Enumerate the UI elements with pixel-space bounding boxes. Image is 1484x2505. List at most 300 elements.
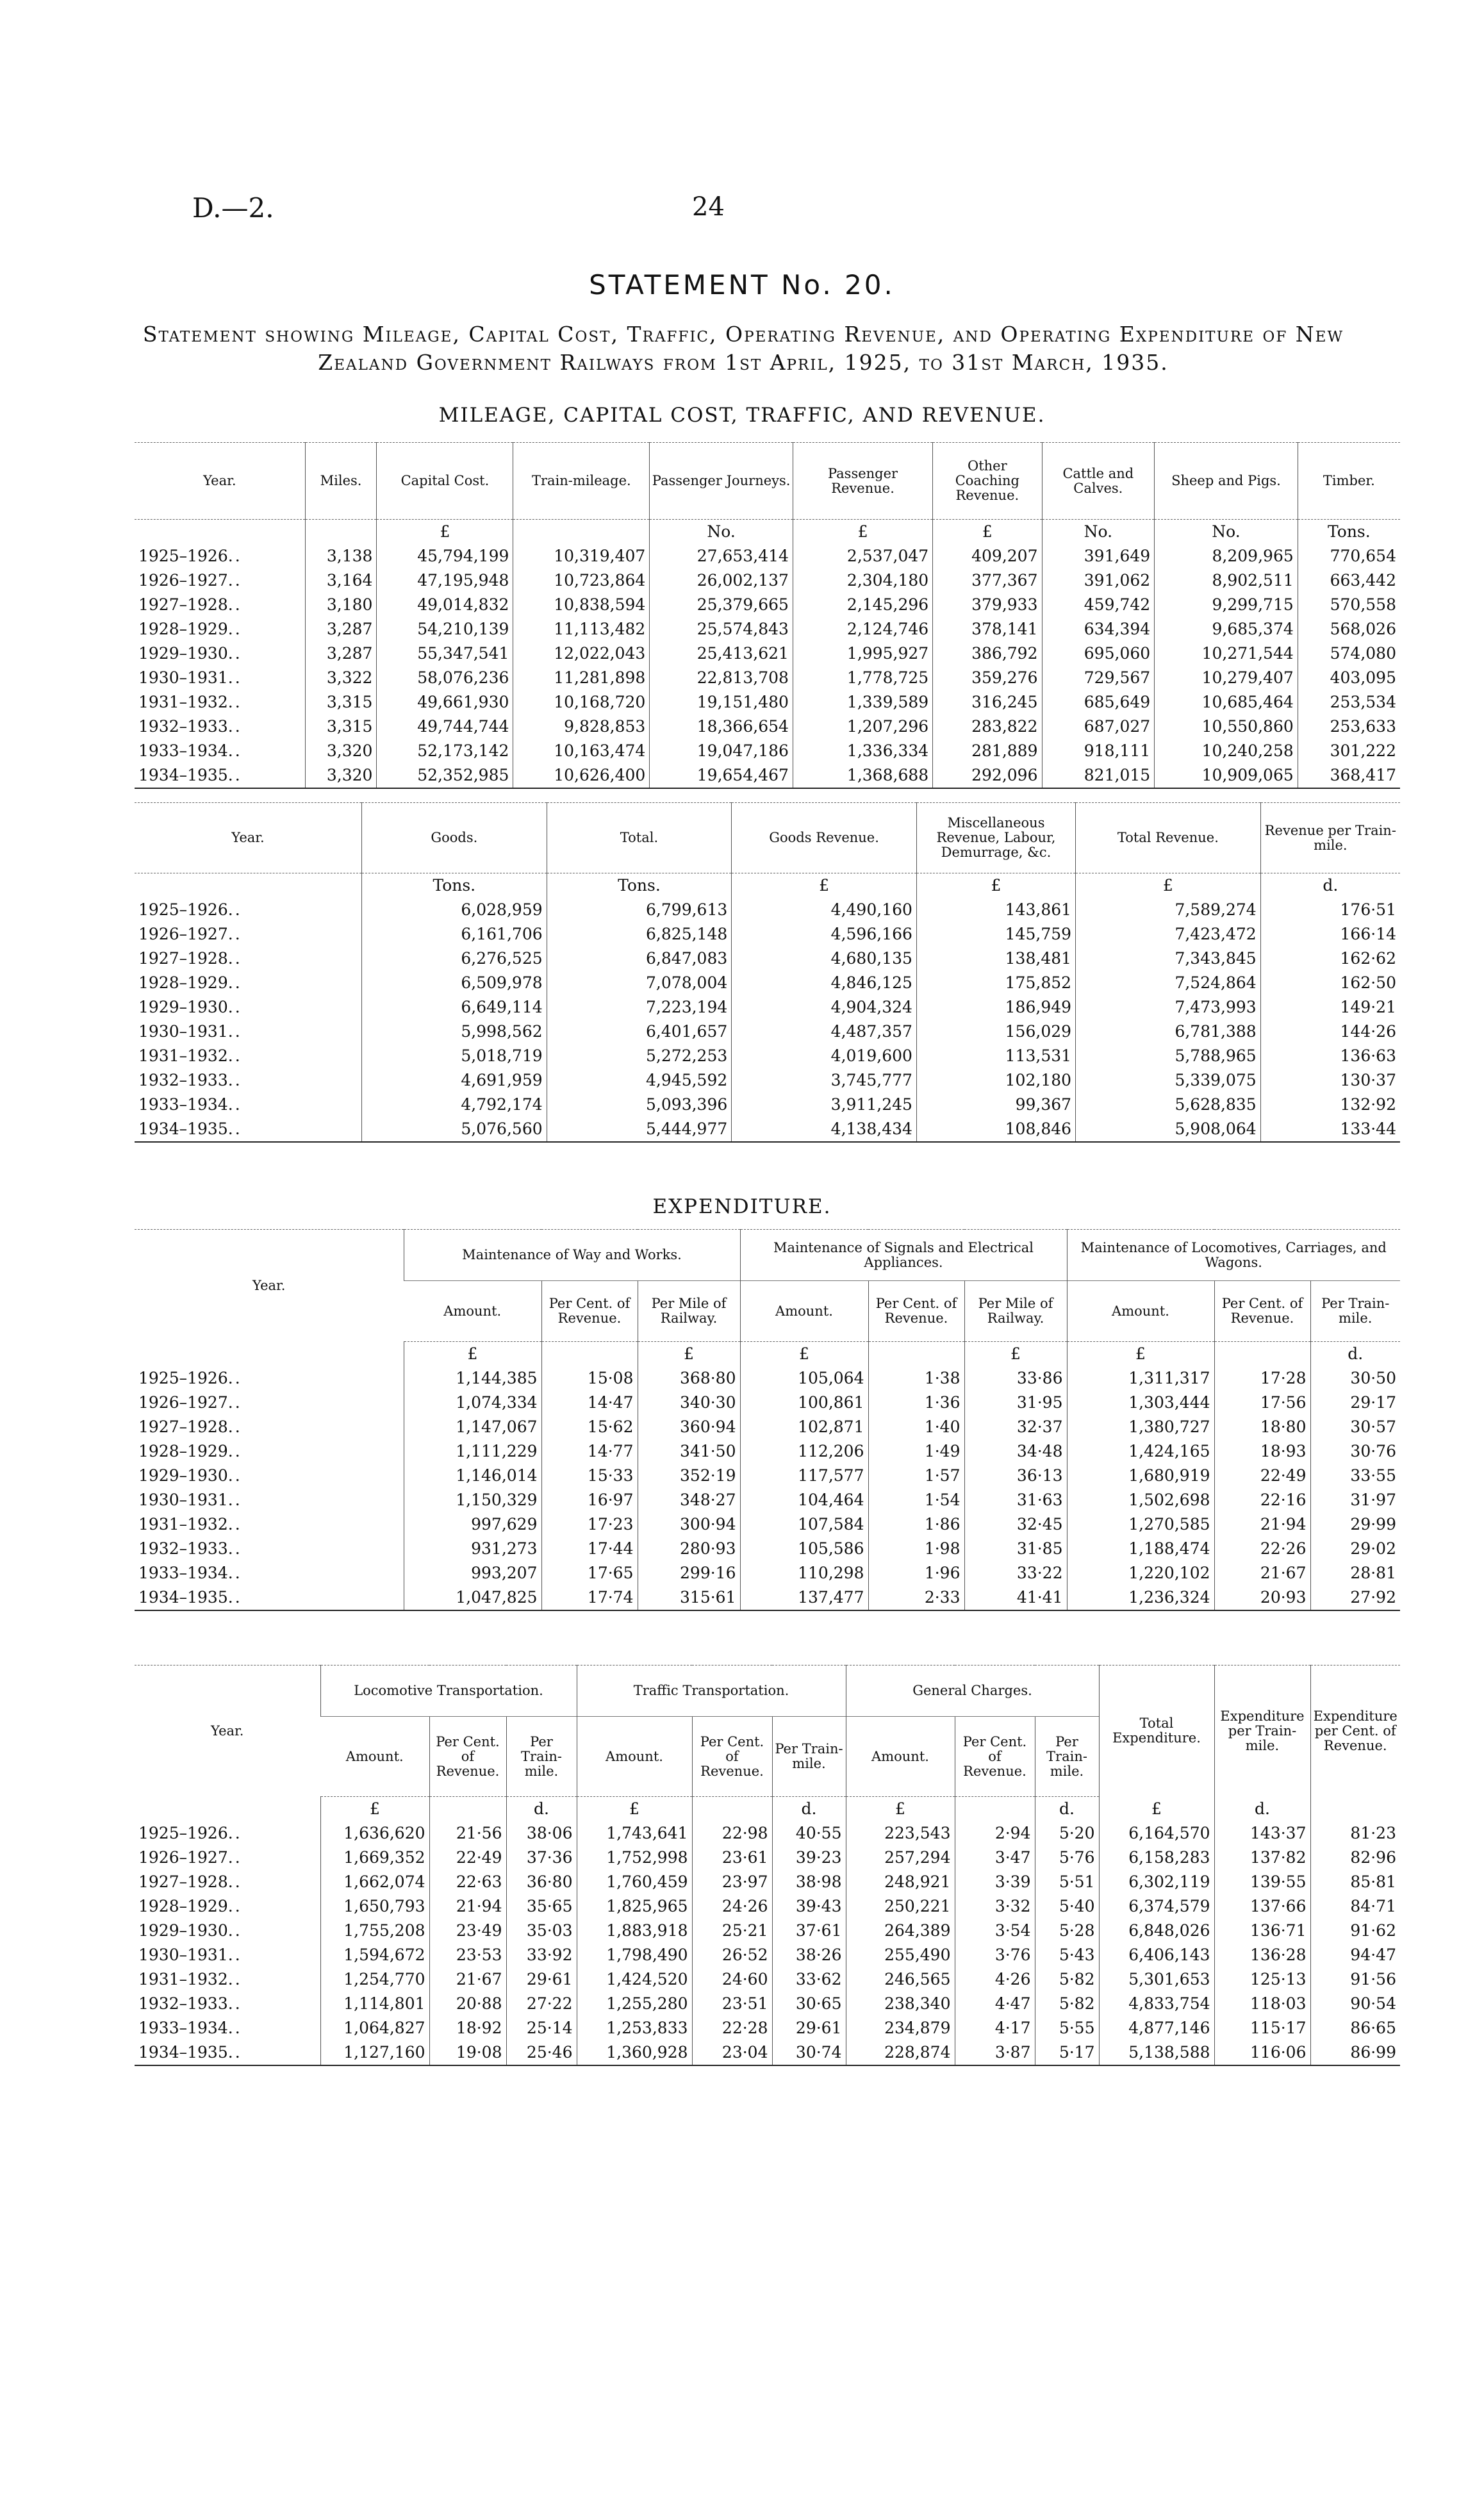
data-cell: 23·97 [721, 1873, 768, 1891]
unit-cell [1155, 520, 1298, 545]
data-cell: 14·47 [587, 1393, 634, 1412]
data-cell: 1,360,928 [606, 2043, 688, 2062]
year-gap-cell [135, 873, 361, 898]
data-cell: 1,680,919 [1128, 1466, 1210, 1485]
data-cell: 1,336,334 [846, 741, 929, 760]
data-cell: 5·43 [1059, 1946, 1095, 1964]
data-cell: 23·49 [456, 1921, 502, 1940]
data-cell: 10,271,544 [1201, 644, 1294, 663]
unit-cell [650, 520, 793, 545]
column-header: Goods. [361, 803, 547, 873]
data-cell: 1,254,770 [343, 1970, 425, 1988]
data-cell: 137·82 [1250, 1848, 1307, 1867]
year-label: 1934–1935 [138, 1120, 228, 1138]
data-cell: 4,691,959 [461, 1071, 543, 1089]
data-column [846, 1821, 955, 2065]
data-cell: 143,861 [1005, 900, 1072, 919]
leader-dots: .. [227, 1994, 242, 2013]
data-column [692, 1821, 772, 2065]
maintenance-expenditure-table [135, 1229, 1400, 1611]
unit-label [873, 1342, 960, 1366]
mileage-revenue-table [135, 442, 1400, 789]
column-header: Total Revenue. [1076, 803, 1261, 873]
unit-label [959, 1797, 1031, 1821]
unit-cell [1076, 873, 1261, 898]
unit-label: £ [440, 522, 450, 541]
data-cell: 4·17 [994, 2019, 1031, 2037]
column-header: Amount. [1067, 1281, 1214, 1342]
data-cell: 132·92 [1340, 1095, 1396, 1114]
data-cell: 1,636,620 [343, 1824, 425, 1842]
column-header: Per Cent. of Revenue. [1214, 1281, 1310, 1342]
data-cell: 14·77 [587, 1442, 634, 1460]
data-cell: 105,586 [798, 1539, 864, 1558]
document-code: D.—2. [192, 192, 274, 224]
data-column [772, 1821, 846, 2065]
unit-label: No. [1084, 522, 1113, 541]
data-cell: 22·98 [721, 1824, 768, 1842]
data-cell: 5·82 [1059, 1970, 1095, 1988]
unit-cell [541, 1342, 638, 1367]
year-column [135, 1821, 320, 2065]
data-cell: 5,444,977 [646, 1120, 728, 1138]
unit-cell [1214, 1797, 1310, 1822]
data-cell: 5,272,253 [646, 1046, 728, 1065]
year-entry [138, 641, 301, 666]
unit-cell [513, 520, 650, 545]
data-cell: 136·28 [1250, 1946, 1307, 1964]
data-cell: 130·37 [1340, 1071, 1396, 1089]
year-entry [138, 1044, 358, 1068]
data-cell: 22·28 [721, 2019, 768, 2037]
data-cell: 27·22 [526, 1994, 573, 2013]
unit-cell [772, 1797, 846, 1822]
data-cell: 6,164,570 [1128, 1824, 1210, 1842]
year-entry [138, 1415, 400, 1439]
column-header: Total Expenditure. [1099, 1666, 1214, 1797]
data-cell: 21·67 [1260, 1564, 1307, 1582]
unit-cell [429, 1797, 506, 1822]
statement-title: Statement showing Mileage, Capital Cost, Traffic, Operating Revenue, and Operating Expenditure of New Zealand Government Railways from 1st April, 1925, to 31st March, 1935. [142, 322, 1344, 375]
data-cell: 248,921 [884, 1873, 951, 1891]
expenditure-section-title: EXPENDITURE. [652, 1195, 832, 1218]
data-cell: 316,245 [971, 693, 1038, 711]
data-cell: 24·60 [721, 1970, 768, 1988]
data-cell: 5,998,562 [461, 1022, 543, 1041]
leader-dots: .. [227, 973, 242, 992]
data-cell: 58,076,236 [417, 668, 509, 687]
data-cell: 1·36 [924, 1393, 960, 1412]
data-cell: 3,315 [326, 693, 373, 711]
year-entry [138, 568, 301, 593]
data-cell: 125·13 [1250, 1970, 1307, 1988]
column-header: Miscellaneous Revenue, Labour, Demurrage, &c. [916, 803, 1075, 873]
data-cell: 156,029 [1005, 1022, 1072, 1041]
data-cell: 6,649,114 [461, 998, 543, 1016]
unit-label: d. [1348, 1344, 1364, 1363]
data-cell: 3,287 [326, 620, 373, 638]
data-cell: 33·22 [1016, 1564, 1063, 1582]
transportation-expenditure-table [135, 1665, 1400, 2066]
unit-label [434, 1797, 502, 1821]
data-cell: 29·99 [1350, 1515, 1396, 1534]
unit-label: Tons. [1328, 522, 1371, 541]
data-cell: 25·46 [526, 2043, 573, 2062]
leader-dots: .. [227, 1393, 242, 1412]
data-cell: 3·76 [994, 1946, 1031, 1964]
leader-dots: .. [227, 571, 242, 590]
data-cell: 1,150,329 [456, 1491, 538, 1509]
data-cell: 3·32 [994, 1897, 1031, 1915]
unit-cell [638, 1342, 740, 1367]
data-cell: 403,095 [1330, 668, 1396, 687]
data-cell: 5·51 [1059, 1873, 1095, 1891]
year-entry [138, 995, 358, 1020]
data-cell: 1,424,520 [606, 1970, 688, 1988]
data-cell: 31·85 [1016, 1539, 1063, 1558]
data-cell: 26,002,137 [697, 571, 789, 590]
data-cell: 5,301,653 [1128, 1970, 1210, 1988]
data-cell: 570,558 [1330, 595, 1396, 614]
data-cell: 634,394 [1084, 620, 1151, 638]
data-column [429, 1821, 506, 2065]
data-cell: 4,945,592 [646, 1071, 728, 1089]
year-entry [138, 2016, 317, 2040]
unit-cell [1310, 1797, 1400, 1822]
year-label: 1932–1933 [138, 1071, 228, 1089]
data-cell: 6,848,026 [1128, 1921, 1210, 1940]
data-cell: 2,124,746 [846, 620, 929, 638]
year-label: 1934–1935 [138, 1588, 228, 1607]
unit-label: £ [895, 1799, 905, 1818]
data-cell: 52,173,142 [417, 741, 509, 760]
data-cell: 3·47 [994, 1848, 1031, 1867]
year-label: 1928–1929 [138, 1897, 228, 1915]
year-entry [138, 544, 301, 568]
column-header: Expenditure per Cent. of Revenue. [1310, 1666, 1400, 1797]
year-entry [138, 1561, 400, 1585]
data-cell: 133·44 [1340, 1120, 1396, 1138]
leader-dots: .. [227, 644, 242, 663]
data-column [1260, 898, 1400, 1142]
year-entry [138, 1870, 317, 1894]
data-cell: 25,574,843 [697, 620, 789, 638]
leader-dots: .. [227, 1442, 242, 1460]
year-entry [138, 1093, 358, 1117]
data-cell: 149·21 [1340, 998, 1396, 1016]
year-label: 1931–1932 [138, 1970, 228, 1988]
mileage-section-title: MILEAGE, CAPITAL COST, TRAFFIC, AND REVENUE. [438, 404, 1046, 427]
data-cell: 1·40 [924, 1418, 960, 1436]
data-cell: 25·14 [526, 2019, 573, 2037]
data-column [547, 898, 732, 1142]
data-cell: 137·66 [1250, 1897, 1307, 1915]
data-cell: 1·98 [924, 1539, 960, 1558]
data-cell: 1,255,280 [606, 1994, 688, 2013]
leader-dots: .. [227, 1848, 242, 1867]
data-cell: 729,567 [1084, 668, 1151, 687]
unit-cell [868, 1342, 964, 1367]
year-label: 1926–1927 [138, 1393, 228, 1412]
data-cell: 234,879 [884, 2019, 951, 2037]
data-cell: 38·06 [526, 1824, 573, 1842]
data-cell: 30·74 [795, 2043, 842, 2062]
column-header: Other Coaching Revenue. [933, 443, 1042, 520]
column-header: Amount. [846, 1717, 955, 1797]
data-cell: 175,852 [1005, 973, 1072, 992]
data-cell: 17·23 [587, 1515, 634, 1534]
data-cell: 5·28 [1059, 1921, 1095, 1940]
leader-dots: .. [227, 1824, 242, 1842]
data-column [541, 1366, 638, 1610]
data-cell: 102,180 [1005, 1071, 1072, 1089]
data-cell: 31·97 [1350, 1491, 1396, 1509]
data-cell: 8,209,965 [1212, 547, 1294, 565]
data-cell: 31·95 [1016, 1393, 1063, 1412]
column-header: Cattle and Calves. [1042, 443, 1155, 520]
data-column [377, 544, 513, 788]
data-cell: 4,904,324 [830, 998, 912, 1016]
data-cell: 1,743,641 [606, 1824, 688, 1842]
unit-label [309, 520, 373, 544]
data-cell: 4,490,160 [830, 900, 912, 919]
data-column [1298, 544, 1400, 788]
data-cell: 695,060 [1084, 644, 1151, 663]
data-cell: 1,253,833 [606, 2019, 688, 2037]
data-cell: 11,281,898 [554, 668, 646, 687]
group-header: Maintenance of Way and Works. [404, 1230, 740, 1281]
data-cell: 301,222 [1330, 741, 1396, 760]
year-label: 1930–1931 [138, 1491, 228, 1509]
data-cell: 22,813,708 [697, 668, 789, 687]
year-label: 1934–1935 [138, 2043, 228, 2062]
unit-cell [955, 1797, 1035, 1822]
data-cell: 91·56 [1350, 1970, 1396, 1988]
column-header: Per Train-mile. [1310, 1281, 1400, 1342]
data-cell: 91·62 [1350, 1921, 1396, 1940]
data-cell: 166·14 [1340, 925, 1396, 943]
group-header: Maintenance of Signals and Electrical Appliances. [740, 1230, 1067, 1281]
leader-dots: .. [227, 2019, 242, 2037]
leader-dots: .. [227, 1491, 242, 1509]
year-entry [138, 1117, 358, 1141]
data-cell: 136·63 [1340, 1046, 1396, 1065]
data-cell: 21·94 [456, 1897, 502, 1915]
column-header: Goods Revenue. [732, 803, 917, 873]
column-header: Per Cent. of Revenue. [692, 1717, 772, 1797]
year-entry [138, 971, 358, 995]
data-column [868, 1366, 964, 1610]
data-cell: 1·86 [924, 1515, 960, 1534]
unit-cell [964, 1342, 1067, 1367]
data-cell: 1,650,793 [343, 1897, 425, 1915]
data-cell: 255,490 [884, 1946, 951, 1964]
data-cell: 18·92 [456, 2019, 502, 2037]
data-cell: 1,752,998 [606, 1848, 688, 1867]
data-cell: 10,279,407 [1201, 668, 1294, 687]
data-cell: 1·38 [924, 1369, 960, 1387]
unit-cell [692, 1797, 772, 1822]
data-cell: 1,207,296 [846, 717, 929, 736]
data-cell: 17·65 [587, 1564, 634, 1582]
column-header: Timber. [1298, 443, 1400, 520]
data-cell: 84·71 [1350, 1897, 1396, 1915]
leader-dots: .. [227, 1515, 242, 1534]
data-cell: 6,847,083 [646, 949, 728, 968]
data-cell: 10,723,864 [554, 571, 646, 590]
data-cell: 821,015 [1084, 766, 1151, 784]
data-cell: 37·36 [526, 1848, 573, 1867]
data-cell: 15·62 [587, 1418, 634, 1436]
data-cell: 459,742 [1084, 595, 1151, 614]
data-cell: 10,838,594 [554, 595, 646, 614]
data-cell: 3,745,777 [830, 1071, 912, 1089]
data-cell: 17·28 [1260, 1369, 1307, 1387]
data-cell: 4,792,174 [461, 1095, 543, 1114]
data-cell: 55,347,541 [417, 644, 509, 663]
data-cell: 137,477 [798, 1588, 864, 1607]
column-header: Amount. [320, 1717, 429, 1797]
data-cell: 25·21 [721, 1921, 768, 1940]
data-cell: 1,502,698 [1128, 1491, 1210, 1509]
unit-label: d. [534, 1799, 549, 1818]
data-cell: 368·80 [680, 1369, 736, 1387]
leader-dots: .. [227, 998, 242, 1016]
data-cell: 21·94 [1260, 1515, 1307, 1534]
leader-dots: .. [227, 1369, 242, 1387]
leader-dots: .. [227, 1046, 242, 1065]
year-entry [138, 1585, 400, 1610]
data-cell: 379,933 [971, 595, 1038, 614]
data-cell: 1,798,490 [606, 1946, 688, 1964]
data-cell: 1,236,324 [1128, 1588, 1210, 1607]
data-cell: 102,871 [798, 1418, 864, 1436]
data-cell: 3·39 [994, 1873, 1031, 1891]
unit-label [697, 1797, 768, 1821]
unit-cell [1067, 1342, 1214, 1367]
leader-dots: .. [227, 1946, 242, 1964]
year-label: 1927–1928 [138, 1418, 228, 1436]
unit-label: £ [1151, 1799, 1162, 1818]
page-number: 24 [692, 192, 725, 222]
group-header: Traffic Transportation. [577, 1666, 846, 1717]
year-entry [138, 1020, 358, 1044]
data-cell: 6,509,978 [461, 973, 543, 992]
unit-cell [846, 1797, 955, 1822]
year-label: 1929–1930 [138, 998, 228, 1016]
data-cell: 22·16 [1260, 1491, 1307, 1509]
unit-cell [547, 873, 732, 898]
data-cell: 45,794,199 [417, 547, 509, 565]
unit-cell [377, 520, 513, 545]
data-cell: 139·55 [1250, 1873, 1307, 1891]
year-label: 1927–1928 [138, 1873, 228, 1891]
data-cell: 41·41 [1016, 1588, 1063, 1607]
year-label: 1933–1934 [138, 1095, 228, 1114]
data-cell: 1,074,334 [456, 1393, 538, 1412]
data-cell: 10,685,464 [1201, 693, 1294, 711]
unit-cell [1214, 1342, 1310, 1367]
data-cell: 110,298 [798, 1564, 864, 1582]
leader-dots: .. [227, 547, 242, 565]
year-column [135, 898, 361, 1142]
data-cell: 685,649 [1084, 693, 1151, 711]
data-cell: 1,755,208 [343, 1921, 425, 1940]
data-cell: 23·61 [721, 1848, 768, 1867]
leader-dots: .. [227, 1921, 242, 1940]
year-label: 1933–1934 [138, 741, 228, 760]
data-cell: 113,531 [1005, 1046, 1072, 1065]
data-cell: 36·80 [526, 1873, 573, 1891]
year-label: 1925–1926 [138, 1824, 228, 1842]
year-label: 1927–1928 [138, 595, 228, 614]
year-entry [138, 1439, 400, 1464]
data-cell: 3,322 [326, 668, 373, 687]
data-cell: 38·98 [795, 1873, 842, 1891]
column-header: Per Cent. of Revenue. [955, 1717, 1035, 1797]
leader-dots: .. [227, 1539, 242, 1558]
data-cell: 7,473,993 [1175, 998, 1257, 1016]
data-cell: 38·26 [795, 1946, 842, 1964]
data-cell: 27,653,414 [697, 547, 789, 565]
data-cell: 90·54 [1350, 1994, 1396, 2013]
data-cell: 280·93 [680, 1539, 736, 1558]
data-cell: 1,144,385 [456, 1369, 538, 1387]
data-cell: 5,908,064 [1175, 1120, 1257, 1138]
data-cell: 33·92 [526, 1946, 573, 1964]
column-header: Year. [135, 803, 361, 873]
unit-cell [1310, 1342, 1400, 1367]
data-cell: 5,138,588 [1128, 2043, 1210, 2062]
data-cell: 33·86 [1016, 1369, 1063, 1387]
data-cell: 22·63 [456, 1873, 502, 1891]
data-cell: 386,792 [971, 644, 1038, 663]
data-cell: 2,304,180 [846, 571, 929, 590]
data-cell: 6,799,613 [646, 900, 728, 919]
unit-cell [1099, 1797, 1214, 1822]
data-column [513, 544, 650, 788]
data-cell: 29·02 [1350, 1539, 1396, 1558]
unit-label: d. [1059, 1799, 1075, 1818]
data-cell: 116·06 [1250, 2043, 1307, 2062]
data-cell: 340·30 [680, 1393, 736, 1412]
data-cell: 1,303,444 [1128, 1393, 1210, 1412]
data-cell: 34·48 [1016, 1442, 1063, 1460]
data-column [404, 1366, 541, 1610]
leader-dots: .. [227, 1564, 242, 1582]
data-column [955, 1821, 1035, 2065]
unit-cell [506, 1797, 577, 1822]
data-cell: 1·49 [924, 1442, 960, 1460]
leader-dots: .. [227, 766, 242, 784]
year-entry [138, 593, 301, 617]
data-cell: 360·94 [680, 1418, 736, 1436]
data-cell: 36·13 [1016, 1466, 1063, 1485]
data-cell: 5·55 [1059, 2019, 1095, 2037]
data-cell: 352·19 [680, 1466, 736, 1485]
data-cell: 1,424,165 [1128, 1442, 1210, 1460]
unit-label: £ [1162, 876, 1173, 895]
leader-dots: .. [227, 1418, 242, 1436]
data-cell: 33·55 [1350, 1466, 1396, 1485]
unit-label: £ [799, 1344, 809, 1363]
data-cell: 30·57 [1350, 1418, 1396, 1436]
data-cell: 1,064,827 [343, 2019, 425, 2037]
year-entry [138, 1512, 400, 1537]
statement-number: STATEMENT No. 20. [589, 269, 895, 301]
year-entry [138, 690, 301, 715]
year-label: 1930–1931 [138, 668, 228, 687]
